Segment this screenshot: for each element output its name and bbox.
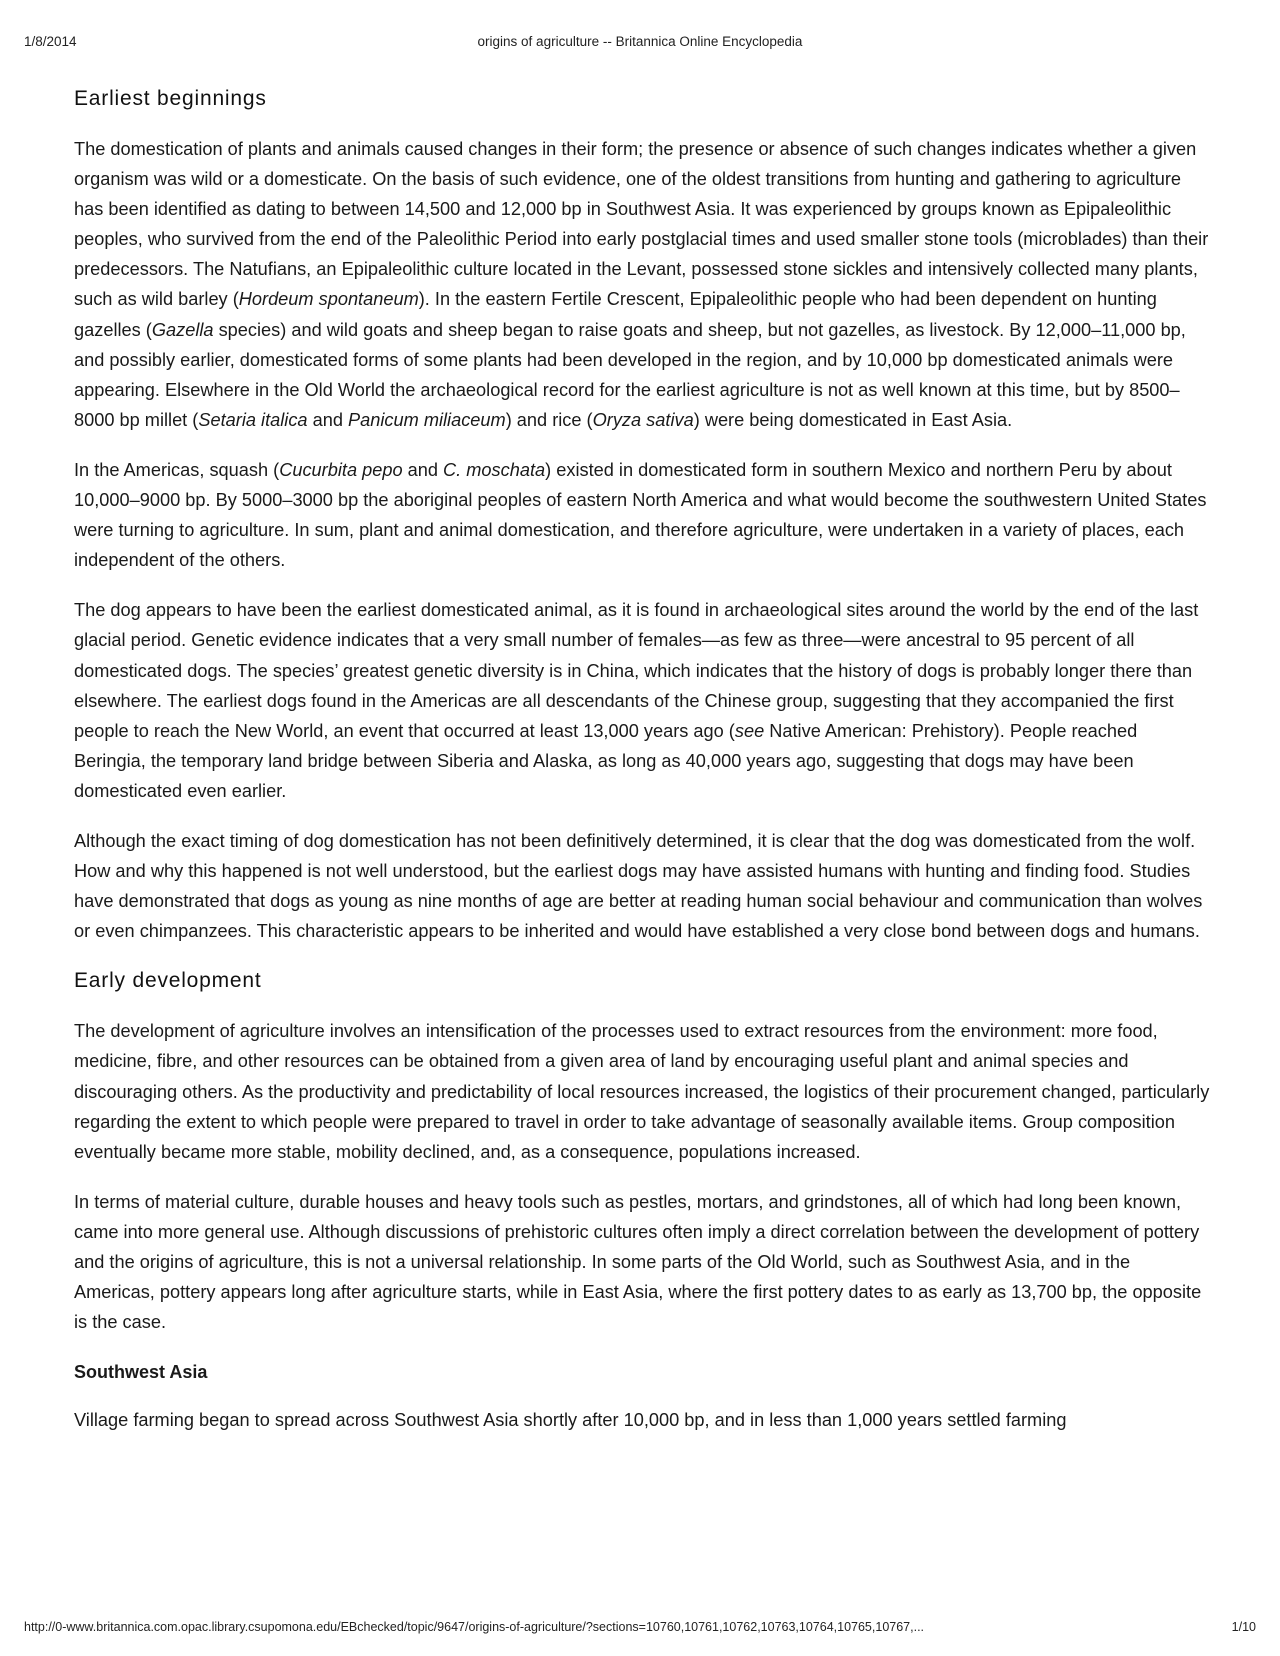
paragraph-earliest-3: The dog appears to have been the earliest domesticated animal, as it is found in archaeological sites around the world by the end of the last glacial period. Genetic evidence indicates that a very small number of females—as few as three—were ancestral to 95 percent of all domesticated dogs. The species’ greatest genetic diversity is in China, which indicates that the history of dogs is probably longer there than elsewhere. The earliest dogs found in the Americas are all descendants of the Chinese group, suggesting that they accompanied the first people to reach the New World, an event that occurred at least 13,000 years ago (see Native American: Prehistory). People reached Beringia, the temporary land bridge between Siberia and Alaska, as long as 40,000 years ago, suggesting that dogs may have been domesticated even earlier. — [74, 600, 1199, 801]
section-heading-earliest-beginnings: Earliest beginnings — [74, 87, 267, 110]
source-url: http://0-www.britannica.com.opac.library.csupomona.edu/EBchecked/topic/9647/origins-of-agriculture/?sections=10760,10761,10762,10763,10764,10765,10767,... — [24, 1620, 925, 1634]
subheading-southwest-asia: Southwest Asia — [74, 1362, 208, 1383]
paragraph-earliest-1: The domestication of plants and animals caused changes in their form; the presence or absence of such changes indicates whether a given organism was wild or a domesticate. On the basis of such evidence, one of the oldest transitions from hunting and gathering to agriculture has been identified as dating to between 14,500 and 12,000 bp in Southwest Asia. It was experienced by groups known as Epipaleolithic peoples, who survived from the end of the Paleolithic Period into early postglacial times and used smaller stone tools (microblades) than their predecessors. The Natufians, an Epipaleolithic culture located in the Levant, possessed stone sickles and intensively collected many plants, such as wild barley (Hordeum spontaneum). In the eastern Fertile Crescent, Epipaleolithic people who had been dependent on hunting gazelles (Gazella species) and wild goats and sheep began to raise goats and sheep, but not gazelles, as livestock. By 12,000–11,000 bp, and possibly earlier, domesticated forms of some plants had been developed in the region, and by 10,000 bp domesticated animals were appearing. Elsewhere in the Old World the archaeological record for the earliest agriculture is not as well known at this time, but by 8500–8000 bp millet (Setaria italica and Panicum miliaceum) and rice (Oryza sativa) were being domesticated in East Asia. — [74, 139, 1209, 430]
paragraph-earliest-2: In the Americas, squash (Cucurbita pepo and C. moschata) existed in domesticated form in southern Mexico and northern Peru by about 10,000–9000 bp. By 5000–3000 bp the aboriginal peoples of eastern North America and what would become the southwestern United States were turning to agriculture. In sum, plant and animal domestication, and therefore agriculture, were undertaken in a variety of places, each independent of the others. — [74, 459, 1207, 571]
paragraph-southwest-asia-1: Village farming began to spread across Southwest Asia shortly after 10,000 bp, and in less than 1,000 years settled farming — [74, 1410, 1067, 1431]
article-body — [74, 84, 1214, 1455]
page-number: 1/10 — [1231, 1620, 1256, 1634]
paragraph-development-1: The development of agriculture involves an intensification of the processes used to extract resources from the environment: more food, medicine, fibre, and other resources can be obtained from a given area of land by encouraging useful plant and animal species and discouraging others. As the productivity and predictability of local resources increased, the logistics of their procurement changed, particularly regarding the extent to which people were prepared to travel in order to take advantage of seasonally available items. Group composition eventually became more stable, mobility declined, and, as a consequence, populations increased. — [74, 1021, 1210, 1162]
print-date: 1/8/2014 — [24, 34, 77, 49]
page-title: origins of agriculture -- Britannica Online Encyclopedia — [477, 34, 803, 49]
paragraph-earliest-4: Although the exact timing of dog domestication has not been definitively determined, it is clear that the dog was domesticated from the wolf. How and why this happened is not well understood, but the earliest dogs may have assisted humans with hunting and finding food. Studies have demonstrated that dogs as young as nine months of age are better at reading human social behaviour and communication than wolves or even chimpanzees. This characteristic appears to be inherited and would have established a very close bond between dogs and humans. — [74, 830, 1203, 942]
paragraph-development-2: In terms of material culture, durable houses and heavy tools such as pestles, mortars, and grindstones, all of which had long been known, came into more general use. Although discussions of prehistoric cultures often imply a direct correlation between the development of pottery and the origins of agriculture, this is not a universal relationship. In some parts of the Old World, such as Southwest Asia, and in the Americas, pottery appears long after agriculture starts, while in East Asia, where the first pottery dates to as early as 13,700 bp, the opposite is the case. — [74, 1191, 1202, 1333]
section-heading-early-development: Early development — [74, 969, 262, 993]
